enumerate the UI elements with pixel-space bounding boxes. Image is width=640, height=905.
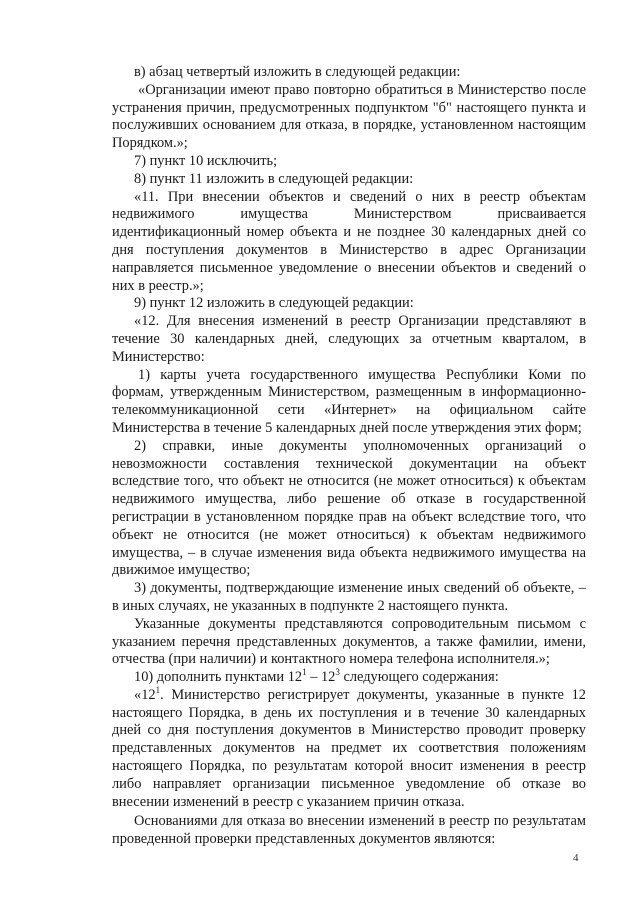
clause-12-1-sup: 1 <box>155 684 161 695</box>
item-10-to-sup: 3 <box>335 667 340 678</box>
item-10-from-sup: 1 <box>302 667 307 678</box>
paragraph-cover-letter: Указанные документы представляются сопроводительным письмом с указанием перечня представленных документов, а также фамилии, имени, отчества (при наличии) и контактного номера телефона исполнителя.»; <box>112 615 586 668</box>
paragraph-refusal-grounds: Основаниями для отказа во внесении изменений в реестр по результатам проведенной проверки представленных документов являются: <box>112 813 586 848</box>
item-10-from: 12 <box>287 669 303 686</box>
paragraph-clause-12: «12. Для внесения изменений в реестр Организации представляют в течение 30 календарных дней, следующих за отчетным кварталом, в Министерство: <box>112 313 586 365</box>
clause-12-1-lead: «12 <box>134 686 156 703</box>
paragraph-item-10 <box>112 669 586 687</box>
paragraph-abzac: в) абзац четвертый изложить в следующей редакции: <box>134 64 461 80</box>
document-body <box>112 64 586 849</box>
paragraph-clause-11: «11. При внесении объектов и сведений о них в реестр объектам недвижимого имущества Министерством присваивается идентификационный номер объекта и не позднее 30 календарных дней со дня поступления документов в Министерство в адрес Организации направляется письменное уведомление о внесении объектов и сведений о них в реестр.»; <box>112 188 586 294</box>
paragraph-item-9: 9) пункт 12 изложить в следующей редакции: <box>134 295 414 312</box>
paragraph-clause-12-1 <box>112 684 586 812</box>
item-10-dash: – 12 <box>306 669 336 686</box>
page-number: 4 <box>573 852 579 864</box>
paragraph-item-7: 7) пункт 10 исключить; <box>134 152 278 169</box>
item-10-lead: 10) дополнить пунктами <box>134 669 288 686</box>
paragraph-organizations: «Организации имеют право повторно обратиться в Министерство после устранения причин, предусмотренных подпунктом "б" настоящего пункта и послуживших основанием для отказа, в порядке, установленном настоящим Порядком.»; <box>112 81 586 152</box>
paragraph-subitem-3: 3) документы, подтверждающие изменение иных сведений об объекте, – в иных случаях, не указанных в подпункте 2 настоящего пункта. <box>112 580 586 614</box>
clause-12-1-text: . Министерство регистрирует документы, указанные в пункте 12 настоящего Порядка, в день их поступления и в течение 30 календарных дней со дня поступления документов в Министерство проводит проверку представленных документов на предмет их соответствия положениям настоящего Порядка, по результатам которой вносит изменения в реестр либо направляет организации письменное уведомление об отказе во внесении изменений в реестр с указанием причин отказа. <box>112 686 586 810</box>
paragraph-item-8: 8) пункт 11 изложить в следующей редакции: <box>134 170 414 187</box>
paragraph-subitem-2: 2) справки, иные документы уполномоченных организаций о невозможности составления технической документации на объект вследствие того, что объект не относится (не может относиться) к объектам недвижимого имущества, либо решение об отказе в государственной регистрации в установленном порядке прав на объект вследствие того, что объект не относится (не может относиться) к объектам недвижимого имущества, – в случае изменения вида объекта недвижимого имущества на движимое имущество; <box>112 437 586 579</box>
item-10-tail: следующего содержания: <box>339 669 499 686</box>
paragraph-subitem-1: 1) карты учета государственного имущества Республики Коми по формам, утвержденным Министерством, размещенным в информационно-телекоммуникационной сети «Интернет» на официальном сайте Министерства в течение 5 календарных дней после утверждения этих форм; <box>112 366 586 436</box>
